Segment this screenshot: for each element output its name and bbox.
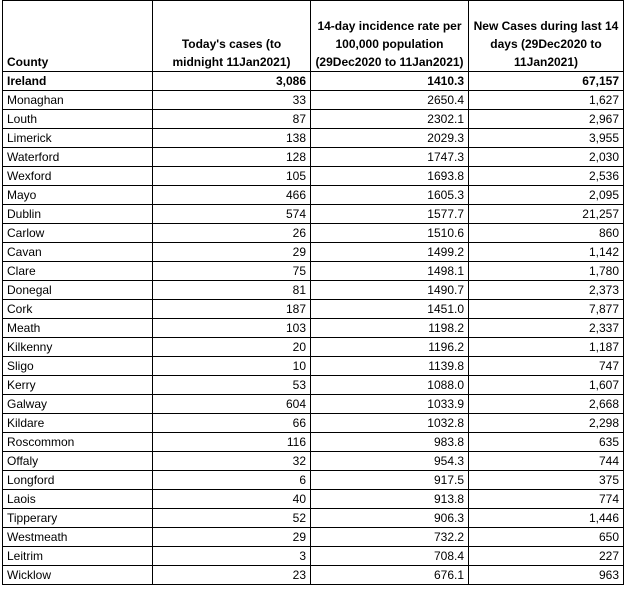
table-row [3,338,624,357]
cell-new-cases: 744 [469,452,624,471]
cell-incidence-rate: 1693.8 [311,167,469,186]
table-row [3,148,624,167]
table-row [3,452,624,471]
cell-today-cases: 53 [153,376,311,395]
cell-incidence-rate: 1498.1 [311,262,469,281]
table-row [3,547,624,566]
cell-new-cases: 774 [469,490,624,509]
cell-new-cases: 21,257 [469,205,624,224]
table-row [3,433,624,452]
cell-county: Kildare [3,414,153,433]
cell-incidence-rate: 2650.4 [311,91,469,110]
cell-today-cases: 75 [153,262,311,281]
header-county: County [3,1,153,72]
cell-new-cases: 2,337 [469,319,624,338]
header-today-cases: Today's cases (to midnight 11Jan2021) [153,1,311,72]
cell-today-cases: 26 [153,224,311,243]
cell-new-cases: 1,446 [469,509,624,528]
cell-today-cases: 466 [153,186,311,205]
cell-incidence-rate: 1577.7 [311,205,469,224]
cell-incidence-rate: 1499.2 [311,243,469,262]
cell-today-cases: 40 [153,490,311,509]
table-row [3,414,624,433]
cell-county: Waterford [3,148,153,167]
cell-today-cases: 105 [153,167,311,186]
cell-today-cases: 81 [153,281,311,300]
header-incidence-rate: 14-day incidence rate per 100,000 population (29Dec2020 to 11Jan2021) [311,1,469,72]
cell-incidence-rate: 954.3 [311,452,469,471]
cell-county: Kerry [3,376,153,395]
cell-new-cases: 860 [469,224,624,243]
cell-county: Cavan [3,243,153,262]
cell-new-cases: 1,627 [469,91,624,110]
cell-new-cases: 1,187 [469,338,624,357]
cell-county: Galway [3,395,153,414]
cell-new-cases: 1,142 [469,243,624,262]
table-row [3,129,624,148]
cell-new-cases: 375 [469,471,624,490]
cell-county: Sligo [3,357,153,376]
cell-incidence-rate: 1451.0 [311,300,469,319]
cell-today-cases: 187 [153,300,311,319]
cell-county: Monaghan [3,91,153,110]
cell-today-cases: 103 [153,319,311,338]
table-row [3,395,624,414]
cell-incidence-rate: 2302.1 [311,110,469,129]
cell-today-cases: 52 [153,509,311,528]
cell-county: Roscommon [3,433,153,452]
cell-today-cases: 128 [153,148,311,167]
cell-incidence-rate: 1747.3 [311,148,469,167]
cell-incidence-rate: 1410.3 [311,72,469,91]
table-row [3,319,624,338]
cell-new-cases: 1,607 [469,376,624,395]
cell-new-cases: 2,536 [469,167,624,186]
county-cases-table [2,0,624,585]
cell-today-cases: 33 [153,91,311,110]
cell-incidence-rate: 1196.2 [311,338,469,357]
cell-incidence-rate: 2029.3 [311,129,469,148]
table-row [3,509,624,528]
cell-incidence-rate: 906.3 [311,509,469,528]
cell-incidence-rate: 1198.2 [311,319,469,338]
header-row [3,1,624,72]
cell-new-cases: 650 [469,528,624,547]
cell-county: Louth [3,110,153,129]
cell-incidence-rate: 732.2 [311,528,469,547]
cell-incidence-rate: 708.4 [311,547,469,566]
cell-county: Tipperary [3,509,153,528]
cell-incidence-rate: 913.8 [311,490,469,509]
table-row-total [3,72,624,91]
cell-county: Dublin [3,205,153,224]
table-body [3,72,624,585]
cell-county: Limerick [3,129,153,148]
table-row [3,281,624,300]
table-container [2,0,624,585]
cell-county: Donegal [3,281,153,300]
cell-new-cases: 963 [469,566,624,585]
cell-incidence-rate: 983.8 [311,433,469,452]
table-row [3,300,624,319]
cell-today-cases: 6 [153,471,311,490]
cell-today-cases: 32 [153,452,311,471]
cell-county: Clare [3,262,153,281]
cell-today-cases: 3,086 [153,72,311,91]
cell-new-cases: 2,030 [469,148,624,167]
table-row [3,566,624,585]
cell-incidence-rate: 1510.6 [311,224,469,243]
cell-today-cases: 604 [153,395,311,414]
cell-county: Mayo [3,186,153,205]
cell-today-cases: 3 [153,547,311,566]
cell-county: Laois [3,490,153,509]
cell-new-cases: 67,157 [469,72,624,91]
header-new-cases: New Cases during last 14 days (29Dec2020 to 11Jan2021) [469,1,624,72]
cell-new-cases: 1,780 [469,262,624,281]
table-row [3,357,624,376]
cell-incidence-rate: 676.1 [311,566,469,585]
cell-county: Wicklow [3,566,153,585]
cell-today-cases: 66 [153,414,311,433]
table-row [3,262,624,281]
cell-today-cases: 574 [153,205,311,224]
cell-county: Cork [3,300,153,319]
table-row [3,110,624,129]
table-row [3,471,624,490]
cell-county: Wexford [3,167,153,186]
cell-incidence-rate: 1032.8 [311,414,469,433]
cell-today-cases: 29 [153,243,311,262]
cell-new-cases: 747 [469,357,624,376]
cell-new-cases: 2,373 [469,281,624,300]
cell-county: Meath [3,319,153,338]
cell-today-cases: 87 [153,110,311,129]
cell-county: Kilkenny [3,338,153,357]
table-row [3,243,624,262]
cell-today-cases: 23 [153,566,311,585]
table-row [3,224,624,243]
cell-county: Offaly [3,452,153,471]
cell-new-cases: 635 [469,433,624,452]
table-row [3,528,624,547]
cell-new-cases: 3,955 [469,129,624,148]
cell-incidence-rate: 917.5 [311,471,469,490]
cell-new-cases: 2,298 [469,414,624,433]
table-row [3,376,624,395]
cell-new-cases: 227 [469,547,624,566]
cell-incidence-rate: 1490.7 [311,281,469,300]
cell-county: Ireland [3,72,153,91]
cell-county: Leitrim [3,547,153,566]
cell-new-cases: 7,877 [469,300,624,319]
cell-county: Westmeath [3,528,153,547]
cell-incidence-rate: 1139.8 [311,357,469,376]
cell-new-cases: 2,967 [469,110,624,129]
cell-today-cases: 10 [153,357,311,376]
cell-today-cases: 20 [153,338,311,357]
cell-today-cases: 116 [153,433,311,452]
cell-today-cases: 29 [153,528,311,547]
cell-today-cases: 138 [153,129,311,148]
cell-new-cases: 2,668 [469,395,624,414]
cell-incidence-rate: 1088.0 [311,376,469,395]
table-row [3,167,624,186]
cell-new-cases: 2,095 [469,186,624,205]
cell-county: Carlow [3,224,153,243]
table-row [3,91,624,110]
cell-incidence-rate: 1605.3 [311,186,469,205]
table-row [3,186,624,205]
table-row [3,490,624,509]
table-row [3,205,624,224]
cell-county: Longford [3,471,153,490]
cell-incidence-rate: 1033.9 [311,395,469,414]
